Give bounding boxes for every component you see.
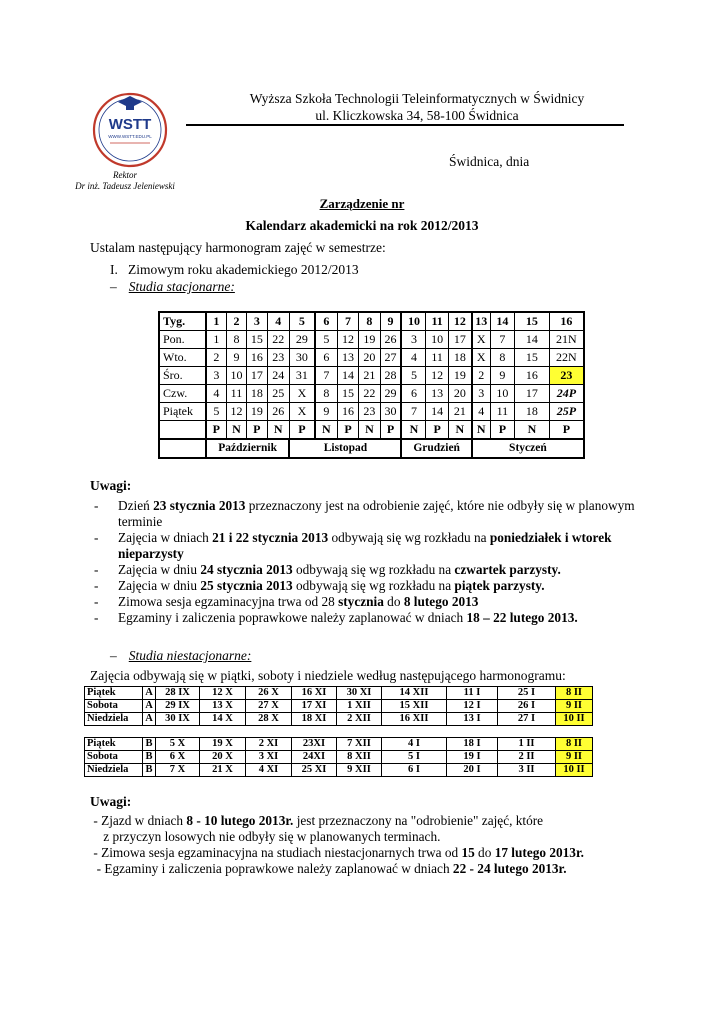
note-text: do xyxy=(383,594,404,609)
calendar-cell: 15 xyxy=(247,331,267,349)
calendar-cell: 10 xyxy=(490,385,514,403)
schedule-cell: 1 II xyxy=(498,738,556,751)
wstt-logo xyxy=(84,88,176,168)
note-bold: stycznia xyxy=(338,594,384,609)
semester-label: Zimowym roku akademickiego 2012/2013 xyxy=(128,262,359,277)
schedule-cell: 4 I xyxy=(382,738,447,751)
semester-line xyxy=(110,262,359,278)
calendar-cell: N xyxy=(267,421,289,440)
calendar-cell: N xyxy=(448,421,471,440)
schedule-cell: 23XI xyxy=(292,738,337,751)
schedule-cell: B xyxy=(143,738,156,751)
calendar-cell: 19 xyxy=(359,331,380,349)
schedule-cell: 24XI xyxy=(292,751,337,764)
calendar-cell: P xyxy=(289,421,314,440)
calendar-cell: X xyxy=(289,403,314,421)
schedule-cell: 19 I xyxy=(447,751,498,764)
calendar-cell: X xyxy=(472,331,490,349)
note-item xyxy=(90,594,650,610)
calendar-cell: 5 xyxy=(289,312,314,331)
calendar-cell: 26 xyxy=(380,331,401,349)
calendar-cell: 4 xyxy=(472,403,490,421)
calendar-cell: 15 xyxy=(515,349,550,367)
calendar-cell: 16 xyxy=(247,349,267,367)
note-text: odbywają się wg rozkładu na xyxy=(328,530,490,545)
calendar-cell: 22 xyxy=(359,385,380,403)
calendar-row xyxy=(159,331,584,349)
calendar-month-spacer xyxy=(159,439,206,458)
calendar-cell: 21 xyxy=(359,367,380,385)
schedule-cell: 15 XII xyxy=(382,700,447,713)
schedule-cell: 7 X xyxy=(156,764,200,777)
note-bold: 17 lutego 2013r. xyxy=(494,845,584,860)
calendar-cell: 10 xyxy=(401,312,425,331)
calendar-cell: 5 xyxy=(401,367,425,385)
calendar-row xyxy=(159,403,584,421)
calendar-header-row xyxy=(159,312,584,331)
schedule-cell: 2 II xyxy=(498,751,556,764)
note-bold: 22 - 24 lutego 2013r. xyxy=(452,861,567,876)
rektor-title: Rektor xyxy=(113,170,137,180)
calendar-cell: 18 xyxy=(448,349,471,367)
calendar-cell: 27 xyxy=(380,349,401,367)
schedule-day: Sobota xyxy=(85,751,143,764)
schedule-cell: 26 I xyxy=(498,700,556,713)
schedule-cell: 12 X xyxy=(200,687,246,700)
calendar-day-label xyxy=(159,421,206,440)
note2-item xyxy=(90,861,567,877)
calendar-cell: 19 xyxy=(448,367,471,385)
calendar-body xyxy=(159,312,584,458)
calendar-cell: P xyxy=(380,421,401,440)
nonstationary-dash: – xyxy=(110,648,117,663)
note-bold: poniedziałek i wtorek nieparzysty xyxy=(118,530,612,561)
calendar-cell: 8 xyxy=(226,331,246,349)
calendar-cell: N xyxy=(315,421,337,440)
calendar-cell: 24P xyxy=(549,385,584,403)
schedule-cell: 20 X xyxy=(200,751,246,764)
schedule-cell: 10 II xyxy=(556,713,593,726)
calendar-day-label: Pon. xyxy=(159,331,206,349)
calendar-cell: 16 xyxy=(515,367,550,385)
calendar-cell: 12 xyxy=(226,403,246,421)
calendar-cell: 10 xyxy=(426,331,448,349)
calendar-row xyxy=(159,367,584,385)
note-bold: 8 lutego 2013 xyxy=(403,594,479,609)
schedule-cell: B xyxy=(143,751,156,764)
schedule-cell: 6 X xyxy=(156,751,200,764)
schedule-cell: 27 X xyxy=(246,700,292,713)
note-bold: 24 stycznia 2013 xyxy=(200,562,293,577)
semester-number: I. xyxy=(110,262,118,277)
note-item xyxy=(90,610,650,626)
calendar-cell: 2 xyxy=(226,312,246,331)
schedule-cell: A xyxy=(143,687,156,700)
calendar-cell: 30 xyxy=(380,403,401,421)
schedule-cell: 2 XI xyxy=(246,738,292,751)
stationary-label: Studia stacjonarne: xyxy=(128,279,235,294)
calendar-cell: 7 xyxy=(490,331,514,349)
schedule-day: Niedziela xyxy=(85,713,143,726)
schedule-cell: 25 I xyxy=(498,687,556,700)
note-item xyxy=(90,498,650,530)
svg-text:WWW.WSTT.EDU.PL: WWW.WSTT.EDU.PL xyxy=(108,134,152,139)
calendar-cell: X xyxy=(289,385,314,403)
calendar-cell: 18 xyxy=(247,385,267,403)
calendar-cell: 1 xyxy=(206,331,226,349)
calendar-cell: 22 xyxy=(267,331,289,349)
schedule-cell: 16 XII xyxy=(382,713,447,726)
schedule-cell: 7 XII xyxy=(337,738,382,751)
institution-address: ul. Kliczkowska 34, 58-100 Świdnica xyxy=(315,108,519,123)
schedule-cell: 12 I xyxy=(447,700,498,713)
calendar-cell: 12 xyxy=(337,331,358,349)
calendar-row xyxy=(159,349,584,367)
calendar-cell: 21 xyxy=(448,403,471,421)
calendar-cell: 3 xyxy=(206,367,226,385)
note-text: odbywają się wg rozkładu na xyxy=(292,562,455,577)
calendar-cell: 23 xyxy=(549,367,584,385)
schedule-cell: 3 XI xyxy=(246,751,292,764)
note-text: Zajęcia w dniach xyxy=(118,530,213,545)
calendar-cell: N xyxy=(226,421,246,440)
calendar-cell: 11 xyxy=(490,403,514,421)
calendar-cell: X xyxy=(472,349,490,367)
note-text: Zajęcia w dniu xyxy=(118,562,201,577)
schedule-cell: 10 II xyxy=(556,764,593,777)
note-text: Zajęcia w dniu xyxy=(118,578,201,593)
note-bold: czwartek parzysty. xyxy=(454,562,561,577)
calendar-cell: 7 xyxy=(337,312,358,331)
note2-item xyxy=(90,813,543,829)
note2-item xyxy=(90,829,440,845)
place-date: Świdnica, dnia xyxy=(449,154,530,169)
calendar-cell: 30 xyxy=(289,349,314,367)
calendar-cell: 29 xyxy=(380,385,401,403)
calendar-cell: 20 xyxy=(448,385,471,403)
schedule-cell: 14 X xyxy=(200,713,246,726)
schedule-cell: 17 XI xyxy=(292,700,337,713)
calendar-day-label: Czw. xyxy=(159,385,206,403)
calendar-cell: 11 xyxy=(426,349,448,367)
schedule-cell: 30 IX xyxy=(156,713,200,726)
calendar-cell: 15 xyxy=(337,385,358,403)
schedule-row xyxy=(85,751,593,764)
schedule-cell: 21 X xyxy=(200,764,246,777)
calendar-cell: 23 xyxy=(359,403,380,421)
calendar-cell: 6 xyxy=(401,385,425,403)
note-text: do xyxy=(474,845,495,860)
calendar-cell: 17 xyxy=(515,385,550,403)
note-bold: 18 – 22 lutego 2013. xyxy=(466,610,578,625)
schedule-row xyxy=(85,687,593,700)
calendar-cell: 13 xyxy=(337,349,358,367)
calendar-cell: 2 xyxy=(472,367,490,385)
calendar-cell: N xyxy=(515,421,550,440)
schedule-group-a xyxy=(84,686,593,726)
schedule-cell: 6 I xyxy=(382,764,447,777)
note-text: Zimowa sesja egzaminacyjna trwa od 28 xyxy=(118,594,339,609)
note-text: Egzaminy i zaliczenia poprawkowe należy zaplanować w dniach xyxy=(118,610,467,625)
calendar-cell: 5 xyxy=(315,331,337,349)
calendar-cell: P xyxy=(426,421,448,440)
stationary-dash: – xyxy=(110,279,117,294)
schedule-day: Niedziela xyxy=(85,764,143,777)
calendar-day-label: Śro. xyxy=(159,367,206,385)
calendar-cell: 3 xyxy=(472,385,490,403)
calendar-cell: P xyxy=(337,421,358,440)
calendar-cell: 21N xyxy=(549,331,584,349)
calendar-cell: 8 xyxy=(359,312,380,331)
calendar-cell: N xyxy=(401,421,425,440)
schedule-cell: 25 XI xyxy=(292,764,337,777)
calendar-cell: 16 xyxy=(549,312,584,331)
calendar-cell: 25 xyxy=(267,385,289,403)
note-item xyxy=(90,530,650,562)
schedule-cell: 1 XII xyxy=(337,700,382,713)
note-bold: 8 - 10 lutego 2013r. xyxy=(186,813,294,828)
calendar-cell: 14 xyxy=(515,331,550,349)
calendar-cell: 25P xyxy=(549,403,584,421)
calendar-cell: 22N xyxy=(549,349,584,367)
calendar-cell: 28 xyxy=(380,367,401,385)
calendar-cell: 17 xyxy=(448,331,471,349)
note-item xyxy=(90,562,650,578)
calendar-cell: 15 xyxy=(515,312,550,331)
schedule-cell: 28 IX xyxy=(156,687,200,700)
schedule-cell: 2 XII xyxy=(337,713,382,726)
schedule-cell: 13 I xyxy=(447,713,498,726)
calendar-cell: 20 xyxy=(359,349,380,367)
schedule-cell: 28 X xyxy=(246,713,292,726)
schedule-cell: 3 II xyxy=(498,764,556,777)
calendar-row xyxy=(159,421,584,440)
calendar-cell: N xyxy=(359,421,380,440)
schedule-row xyxy=(85,713,593,726)
note-text: - Egzaminy i zaliczenia poprawkowe należy zaplanować w dniach xyxy=(90,861,453,876)
calendar-months-row xyxy=(159,439,584,458)
schedule-row xyxy=(85,738,593,751)
calendar-cell: 7 xyxy=(315,367,337,385)
calendar-cell: 29 xyxy=(289,331,314,349)
note-bold: 15 xyxy=(461,845,475,860)
schedule-cell: 20 I xyxy=(447,764,498,777)
calendar-month: Styczeń xyxy=(472,439,584,458)
schedule-cell: B xyxy=(143,764,156,777)
calendar-cell: 9 xyxy=(380,312,401,331)
calendar-cell: 8 xyxy=(315,385,337,403)
calendar-cell: P xyxy=(549,421,584,440)
calendar-cell: 14 xyxy=(490,312,514,331)
nonstationary-heading xyxy=(110,648,251,664)
schedule-cell: 30 XI xyxy=(337,687,382,700)
doc-title: Zarządzenie nr xyxy=(319,196,405,211)
notes2-title: Uwagi: xyxy=(90,794,132,809)
calendar-cell: 2 xyxy=(206,349,226,367)
calendar-cell: 3 xyxy=(247,312,267,331)
schedule-cell: 9 XII xyxy=(337,764,382,777)
calendar-cell: 26 xyxy=(267,403,289,421)
stationary-heading xyxy=(110,279,235,295)
schedule-cell: 14 XII xyxy=(382,687,447,700)
calendar-cell: N xyxy=(472,421,490,440)
note-text: Dzień xyxy=(118,498,154,513)
institution-header xyxy=(188,90,646,124)
calendar-cell: 8 xyxy=(490,349,514,367)
calendar-month: Październik xyxy=(206,439,290,458)
note-text: - Zimowa sesja egzaminacyjna na studiach niestacjonarnych trwa od xyxy=(90,845,462,860)
calendar-cell: 1 xyxy=(206,312,226,331)
calendar-cell: P xyxy=(247,421,267,440)
institution-name: Wyższa Szkoła Technologii Teleinformatycznych w Świdnicy xyxy=(249,91,585,106)
note-bold: piątek parzysty. xyxy=(454,578,545,593)
calendar-cell: 23 xyxy=(267,349,289,367)
header-divider xyxy=(186,124,624,126)
calendar-cell: 4 xyxy=(206,385,226,403)
calendar-cell: 12 xyxy=(448,312,471,331)
note-text: jest przeznaczony na "odrobienie" zajęć, które xyxy=(293,813,544,828)
calendar-cell: 7 xyxy=(401,403,425,421)
calendar-cell: 19 xyxy=(247,403,267,421)
schedule-cell: A xyxy=(143,700,156,713)
stationary-calendar xyxy=(158,311,585,459)
calendar-cell: 5 xyxy=(206,403,226,421)
calendar-row xyxy=(159,385,584,403)
calendar-cell: 6 xyxy=(315,312,337,331)
calendar-cell: 3 xyxy=(401,331,425,349)
schedule-cell: 27 I xyxy=(498,713,556,726)
schedule-cell: 11 I xyxy=(447,687,498,700)
note-text: odbywają się wg rozkładu na xyxy=(292,578,455,593)
schedule-cell: A xyxy=(143,713,156,726)
calendar-cell: 9 xyxy=(226,349,246,367)
calendar-day-label: Wto. xyxy=(159,349,206,367)
schedule-cell: 19 X xyxy=(200,738,246,751)
nonstationary-label: Studia niestacjonarne: xyxy=(128,648,252,663)
intro-text: Ustalam następujący harmonogram zajęć w semestrze: xyxy=(90,240,386,255)
rektor-name: Dr inż. Tadeusz Jeleniewski xyxy=(75,181,175,191)
calendar-cell: 13 xyxy=(426,385,448,403)
schedule-row xyxy=(85,700,593,713)
calendar-cell: 10 xyxy=(226,367,246,385)
calendar-cell: 13 xyxy=(472,312,490,331)
note2-item xyxy=(90,845,584,861)
schedule-day: Piątek xyxy=(85,738,143,751)
schedule-cell: 26 X xyxy=(246,687,292,700)
note-bold: 21 i 22 stycznia 2013 xyxy=(212,530,329,545)
schedule-cell: 13 X xyxy=(200,700,246,713)
note-text: - Zjazd w dniach xyxy=(90,813,187,828)
note-bold: 23 stycznia 2013 xyxy=(153,498,246,513)
doc-subtitle: Kalendarz akademicki na rok 2012/2013 xyxy=(245,218,479,233)
calendar-cell: 11 xyxy=(426,312,448,331)
schedule-cell: 29 IX xyxy=(156,700,200,713)
calendar-cell: P xyxy=(206,421,226,440)
calendar-month: Listopad xyxy=(289,439,401,458)
calendar-cell: P xyxy=(490,421,514,440)
rektor-block xyxy=(60,170,190,192)
schedule-cell: 16 XI xyxy=(292,687,337,700)
schedule-group-b xyxy=(84,737,593,777)
calendar-cell: 4 xyxy=(267,312,289,331)
calendar-cell: 9 xyxy=(315,403,337,421)
schedule-cell: 9 II xyxy=(556,700,593,713)
calendar-cell: 9 xyxy=(490,367,514,385)
calendar-cell: 31 xyxy=(289,367,314,385)
schedule-cell: 8 II xyxy=(556,738,593,751)
schedule-row xyxy=(85,764,593,777)
note-item xyxy=(90,578,650,594)
schedule-cell: 4 XI xyxy=(246,764,292,777)
svg-text:WSTT: WSTT xyxy=(108,116,152,133)
calendar-cell: 14 xyxy=(426,403,448,421)
calendar-cell: 4 xyxy=(401,349,425,367)
note-text: z przyczyn losowych nie odbyły się w planowanych terminach. xyxy=(90,829,441,844)
calendar-cell: 24 xyxy=(267,367,289,385)
calendar-cell: 18 xyxy=(515,403,550,421)
notes-title: Uwagi: xyxy=(90,478,132,493)
calendar-cell: 16 xyxy=(337,403,358,421)
schedule-day: Piątek xyxy=(85,687,143,700)
calendar-cell: 17 xyxy=(247,367,267,385)
note-bold: 25 stycznia 2013 xyxy=(200,578,293,593)
calendar-day-label: Tyg. xyxy=(159,312,206,331)
calendar-cell: 11 xyxy=(226,385,246,403)
schedule-cell: 8 II xyxy=(556,687,593,700)
note-text: przeznaczony jest na odrobienie zajęć, które nie odbyły się w planowym terminie xyxy=(118,498,635,529)
notes-list xyxy=(90,498,650,626)
calendar-cell: 12 xyxy=(426,367,448,385)
calendar-month: Grudzień xyxy=(401,439,471,458)
calendar-day-label: Piątek xyxy=(159,403,206,421)
calendar-cell: 6 xyxy=(315,349,337,367)
schedule-cell: 18 XI xyxy=(292,713,337,726)
schedule-day: Sobota xyxy=(85,700,143,713)
calendar-cell: 14 xyxy=(337,367,358,385)
schedule-cell: 5 X xyxy=(156,738,200,751)
schedule-cell: 5 I xyxy=(382,751,447,764)
schedule-cell: 9 II xyxy=(556,751,593,764)
nonstationary-intro: Zajęcia odbywają się w piątki, soboty i niedziele według następującego harmonogramu: xyxy=(90,668,566,683)
schedule-cell: 18 I xyxy=(447,738,498,751)
schedule-cell: 8 XII xyxy=(337,751,382,764)
